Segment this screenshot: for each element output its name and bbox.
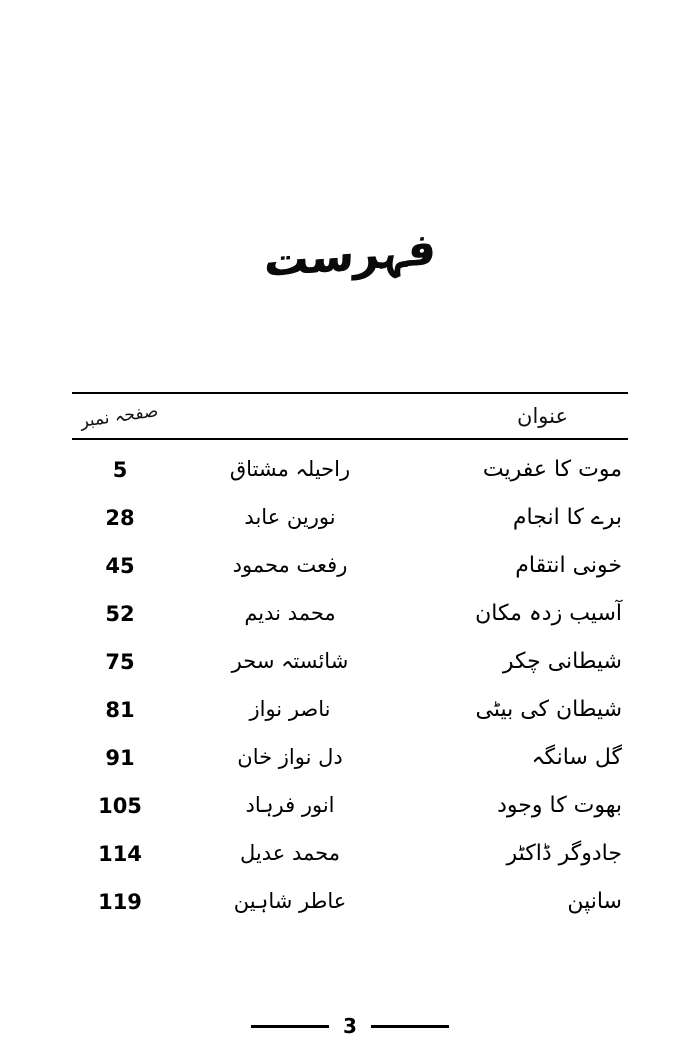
- row-title: موت کا عفریت: [482, 456, 622, 482]
- page-number: 3: [343, 1014, 357, 1038]
- row-title: آسیب زدہ مکان: [475, 600, 622, 626]
- table-of-contents: [72, 392, 628, 926]
- row-page: 52: [105, 602, 135, 626]
- table-row: [72, 782, 628, 830]
- row-author: محمد ندیم: [244, 601, 336, 626]
- row-author: راحیلہ مشتاق: [229, 457, 351, 482]
- row-title: بھوت کا وجود: [497, 792, 622, 818]
- row-author: ناصر نواز: [249, 697, 331, 722]
- row-author: شائستہ سحر: [231, 649, 349, 674]
- page-title: فہرست: [263, 223, 437, 288]
- row-title: شیطان کی بیٹی: [475, 696, 622, 722]
- row-page: 28: [105, 506, 135, 530]
- column-header-page: صفحہ نمبر: [79, 401, 160, 432]
- table-row: [72, 446, 628, 494]
- row-author: دل نواز خان: [237, 745, 343, 770]
- row-page: 105: [98, 794, 142, 818]
- row-author: انور فرہاد: [245, 793, 335, 818]
- row-author: محمد عدیل: [240, 841, 340, 866]
- row-title: خونی انتقام: [515, 552, 622, 578]
- table-row: [72, 590, 628, 638]
- row-page: 119: [98, 890, 142, 914]
- table-row: [72, 494, 628, 542]
- row-page: 81: [105, 698, 135, 722]
- row-title: برے کا انجام: [512, 504, 622, 530]
- row-title: گل سانگہ: [531, 744, 622, 770]
- row-page: 91: [105, 746, 135, 770]
- row-page: 5: [112, 458, 128, 482]
- row-author: رفعت محمود: [232, 553, 348, 578]
- table-row: [72, 686, 628, 734]
- row-author: عاطر شاہین: [233, 889, 347, 914]
- footer-rule-left: [371, 1025, 449, 1028]
- page-title-block: [0, 223, 700, 288]
- row-title: جادوگر ڈاکٹر: [506, 840, 622, 866]
- page-footer: [0, 1014, 700, 1038]
- footer-rule-right: [251, 1025, 329, 1028]
- column-header-title: عنوان: [517, 404, 568, 428]
- row-title: سانپن: [567, 888, 622, 914]
- table-row: [72, 638, 628, 686]
- row-page: 75: [105, 650, 135, 674]
- table-row: [72, 542, 628, 590]
- row-author: نورین عابد: [244, 505, 336, 530]
- table-row: [72, 830, 628, 878]
- table-row: [72, 878, 628, 926]
- row-page: 114: [98, 842, 142, 866]
- table-row: [72, 734, 628, 782]
- table-header-row: [72, 392, 628, 440]
- table-body: [72, 440, 628, 926]
- row-page: 45: [105, 554, 135, 578]
- row-title: شیطانی چکر: [502, 648, 622, 674]
